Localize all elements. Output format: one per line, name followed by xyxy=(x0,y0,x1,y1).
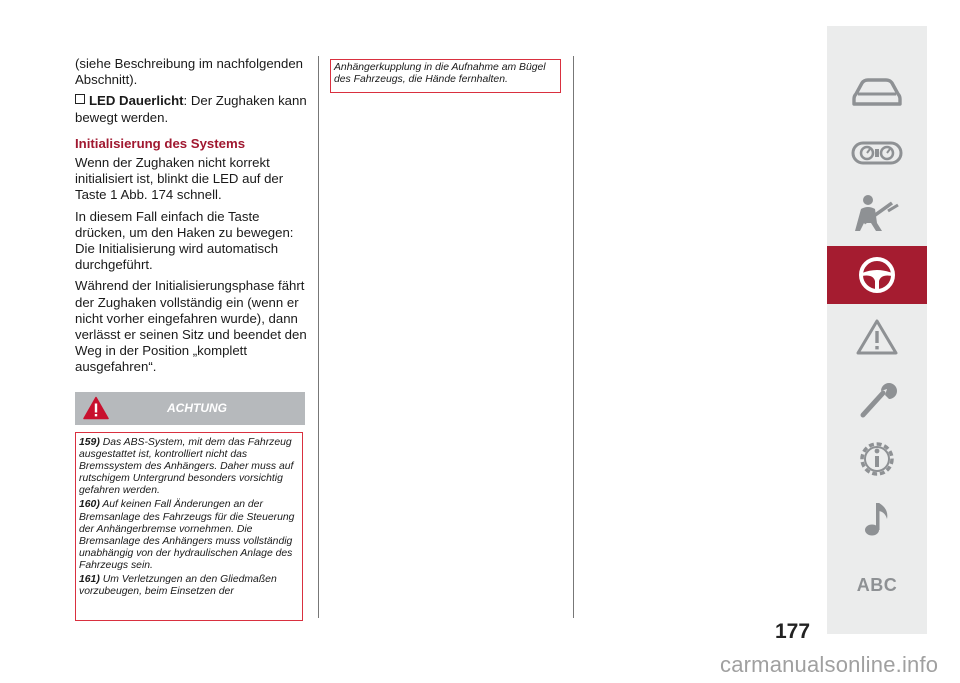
warning-item xyxy=(79,499,299,572)
warning-item-number: 161) xyxy=(79,574,100,586)
steering-wheel-icon xyxy=(857,255,897,295)
warning-box xyxy=(75,432,303,621)
page-number: 177 xyxy=(775,620,811,643)
sidebar-item-maintenance[interactable] xyxy=(827,370,927,428)
sidebar-item-multimedia[interactable] xyxy=(827,490,927,548)
warning-title: ACHTUNG xyxy=(167,401,227,415)
column-divider-2 xyxy=(573,56,574,618)
paragraph-3: In diesem Fall einfach die Taste drücken, um den Haken zu bewegen: Die Initialisierung wird automatisch durchgeführt. xyxy=(75,208,294,273)
warning-item-text: Auf keinen Fall Änderungen an der Bremsanlage des Fahrzeugs für die Steuerung der Anhängerbremse vornehmen. Die Bremsanlage des Anhängers muss vollständig unabhängig von der hydraulischen Anlage des Fahrzeugs sein. xyxy=(79,499,295,571)
abc-index-label: ABC xyxy=(856,574,898,595)
warning-item xyxy=(79,437,299,497)
warning-item-number: 160) xyxy=(79,499,100,511)
warning-header xyxy=(75,392,305,425)
sidebar-item-technical-data[interactable] xyxy=(827,430,927,488)
sidebar-item-dashboard[interactable] xyxy=(827,124,927,182)
bullet-bold: LED Dauerlicht xyxy=(89,93,184,109)
wrench-icon xyxy=(855,377,899,421)
seatbelt-icon xyxy=(852,193,902,233)
sidebar-item-index[interactable] xyxy=(827,556,927,614)
watermark: carmanualsonline.info xyxy=(720,652,939,677)
chapter-sidebar xyxy=(827,26,927,634)
paragraph-4: Während der Initialisierungsphase fährt der Zughaken vollständig ein (wenn er nicht vorher eingefahren wurde), dann verlässt er seinen Sitz und beendet den Weg in der Position „komplett ausgefahren“. xyxy=(75,278,307,375)
sidebar-item-emergency[interactable] xyxy=(827,308,927,366)
paragraph-2: Wenn der Zughaken nicht korrekt initialisiert ist, blinkt die LED auf der Taste 1 Abb. 174 schnell. xyxy=(75,155,284,203)
column-1 xyxy=(75,56,307,381)
bullet-rest: : Der Zughaken kann bewegt werden. xyxy=(75,93,307,125)
warning-item xyxy=(79,574,299,598)
sidebar-item-safety[interactable] xyxy=(827,184,927,242)
sidebar-item-driving[interactable] xyxy=(827,246,927,304)
info-gear-icon xyxy=(855,437,899,481)
paragraph-1: (siehe Beschreibung im nachfolgenden Abschnitt). xyxy=(75,56,303,88)
car-icon xyxy=(850,74,904,108)
warning-item-text: Das ABS-System, mit dem das Fahrzeug ausgestattet ist, kontrolliert nicht das Bremssystem des Anhängers. Daher muss auf rutschigem Untergrund besonders vorsichtig gefahren werden. xyxy=(79,437,294,497)
bullet-led xyxy=(75,93,307,125)
column-divider-1 xyxy=(318,56,319,618)
checkbox-bullet-icon xyxy=(75,94,85,104)
section-heading: Initialisierung des Systems xyxy=(75,135,246,151)
music-note-icon xyxy=(859,499,895,539)
dashboard-icon xyxy=(850,138,904,168)
warning-item-number: 159) xyxy=(79,437,100,448)
warning-item-text: Um Verletzungen an den Gliedmaßen vorzubeugen, beim Einsetzen der xyxy=(79,574,277,598)
warning-triangle-icon xyxy=(855,318,899,356)
continued-warning-box: Anhängerkupplung in die Aufnahme am Bügel des Fahrzeugs, die Hände fernhalten. xyxy=(330,59,561,93)
sidebar-item-car[interactable] xyxy=(827,62,927,120)
